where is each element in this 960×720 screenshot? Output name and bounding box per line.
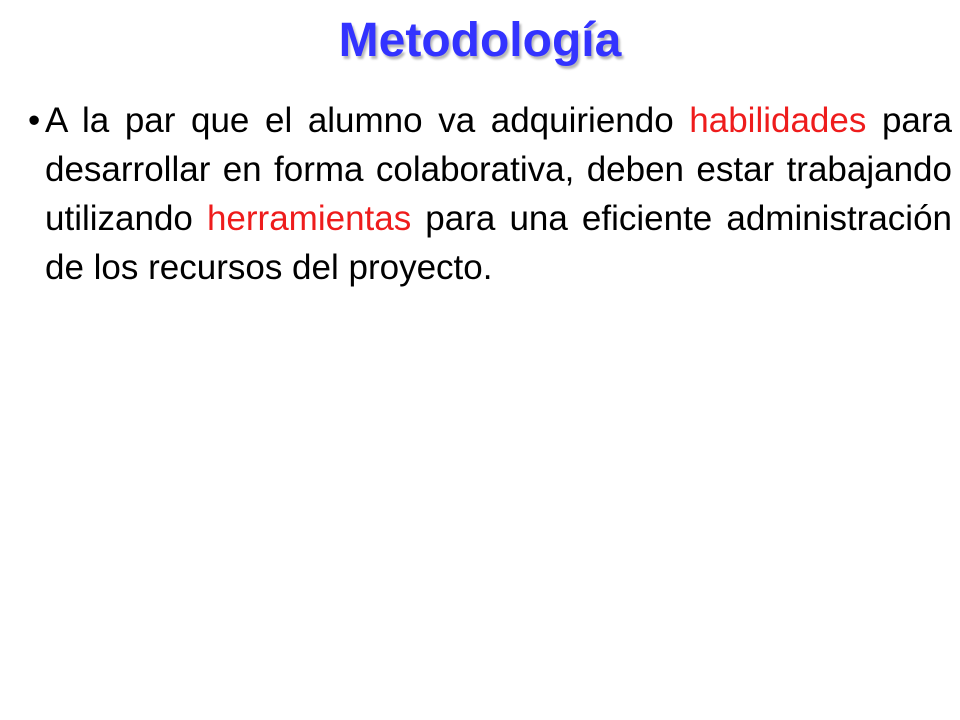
highlighted-term: habilidades <box>689 101 867 140</box>
bullet-text-segment: para desarrollar en forma colaborativa, deben estar trabajando utilizando <box>45 101 952 238</box>
slide-title: Metodología <box>338 14 622 67</box>
bullet-text-segment: para una eficiente administración de los recursos del proyecto. <box>45 199 953 287</box>
highlighted-term: herramientas <box>206 199 412 238</box>
bullet-text-segment: A la par que el alumno va adquiriendo <box>45 101 690 140</box>
bullet-text <box>45 96 952 292</box>
bullet-item <box>28 96 952 292</box>
bullet-dot-icon: • <box>28 101 41 140</box>
